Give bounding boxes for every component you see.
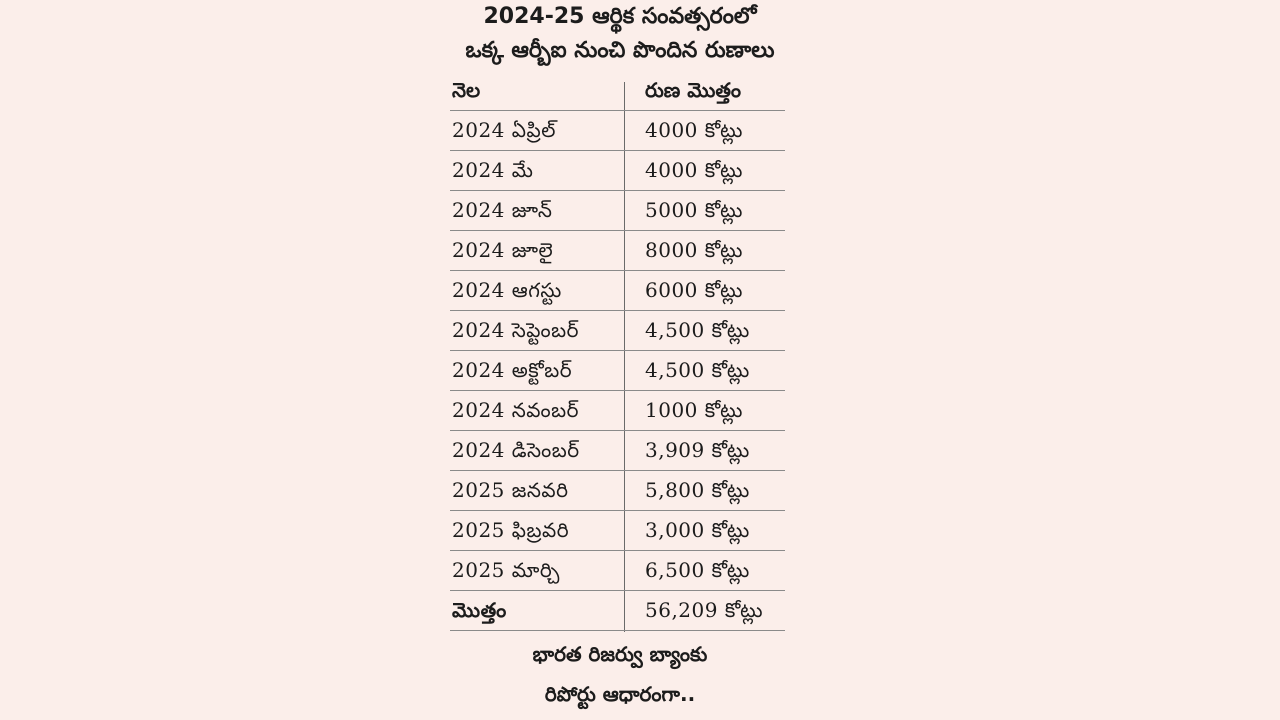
table-row [450,310,785,350]
source-line-2: రిపోర్టు ఆధారంగా.. [544,682,696,706]
amount-cell: 3,909 కోట్లు [645,438,750,462]
month-cell: 2024 అక్టోబర్ [452,358,573,382]
amount-cell: 4,500 కోట్లు [645,358,750,382]
table-row [450,470,785,510]
table-row [450,270,785,310]
amount-cell: 5000 కోట్లు [645,198,743,222]
table-row [450,390,785,430]
amount-cell: 3,000 కోట్లు [645,518,750,542]
month-cell: 2024 జూలై [452,238,554,262]
table-row [450,510,785,550]
month-cell: 2025 మార్చి [452,558,560,582]
title-line-1: 2024-25 ఆర్థిక సంవత్సరంలో [483,4,757,29]
amount-cell: 1000 కోట్లు [645,398,743,422]
amount-cell: 4,500 కోట్లు [645,318,750,342]
table-row [450,350,785,390]
header-month: నెల [452,78,481,102]
month-cell: 2025 ఫిబ్రవరి [452,518,570,542]
total-amount: 56,209 కోట్లు [645,598,764,622]
month-cell: 2024 జూన్ [452,198,553,222]
table-row [450,550,785,590]
month-cell: 2024 ఆగస్టు [452,278,562,302]
amount-cell: 4000 కోట్లు [645,158,743,182]
month-cell: 2024 డిసెంబర్ [452,438,580,462]
amount-cell: 8000 కోట్లు [645,238,743,262]
table-header [450,70,785,110]
table-row [450,110,785,150]
table-row [450,430,785,470]
amount-cell: 6000 కోట్లు [645,278,743,302]
month-cell: 2024 మే [452,158,534,182]
table-row [450,230,785,270]
month-cell: 2024 నవంబర్ [452,398,580,422]
amount-cell: 5,800 కోట్లు [645,478,750,502]
total-label: మొత్తం [452,598,507,622]
month-cell: 2025 జనవరి [452,478,569,502]
table-row [450,190,785,230]
amount-cell: 6,500 కోట్లు [645,558,750,582]
total-row [450,590,785,631]
source-line-1: భారత రిజర్వు బ్యాంకు [532,642,708,666]
title-line-2: ఒక్క ఆర్బీఐ నుంచి పొందిన రుణాలు [465,38,775,63]
month-cell: 2024 సెప్టెంబర్ [452,318,580,342]
table-body [450,110,785,631]
table-row [450,150,785,190]
amount-cell: 4000 కోట్లు [645,118,743,142]
header-amount: రుణ మొత్తం [645,78,742,102]
month-cell: 2024 ఏప్రిల్ [452,118,556,142]
